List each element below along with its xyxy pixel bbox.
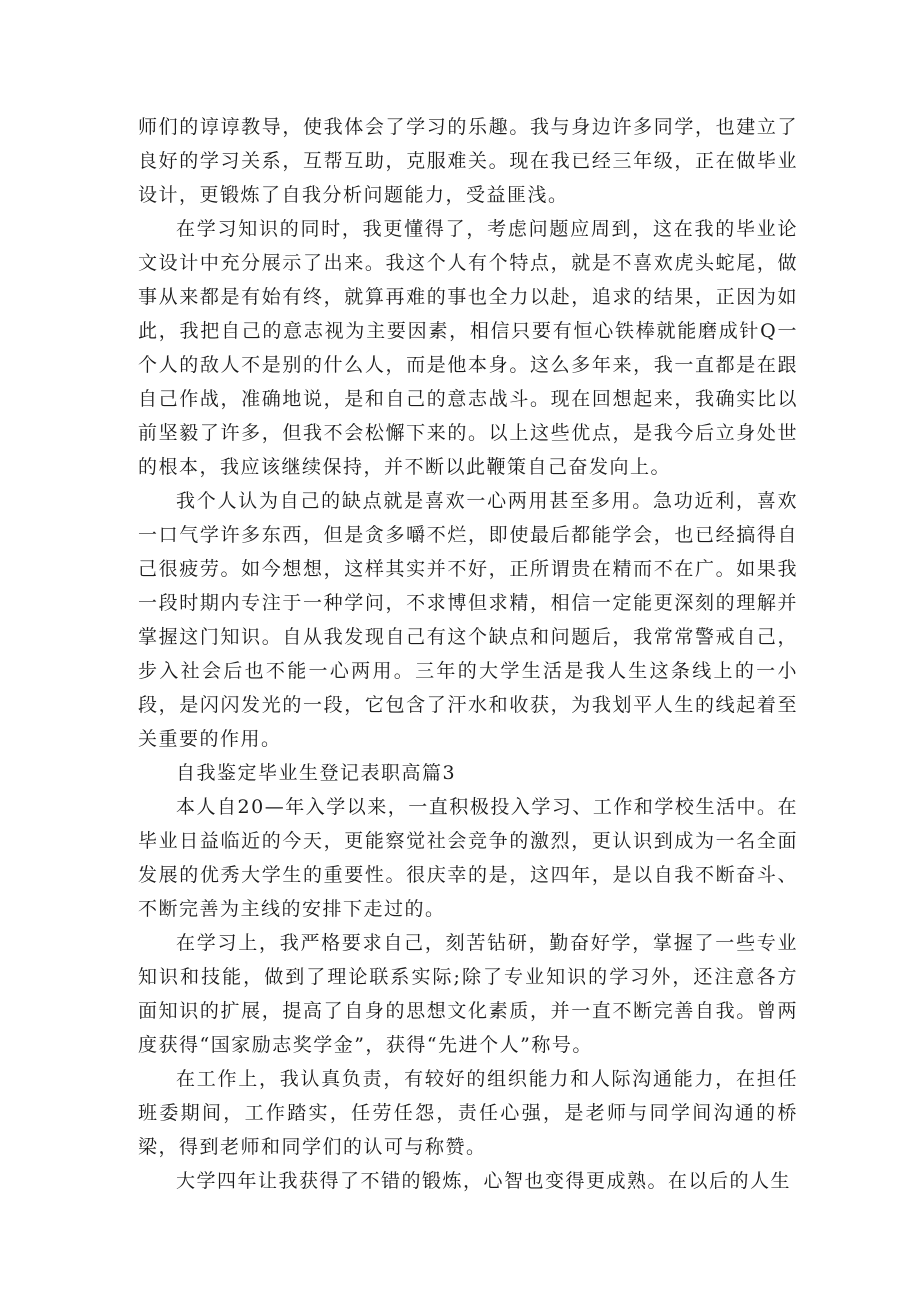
- paragraph-intro: 本人自20—年入学以来，一直积极投入学习、工作和学校生活中。在毕业日益临近的今天，更能察觉社会竞争的激烈，更认识到成为一名全面发展的优秀大学生的重要性。很庆幸的是，这四年，是以自我不断奋斗、不断完善为主线的安排下走过的。: [138, 796, 798, 920]
- paragraph-work: 在工作上，我认真负责，有较好的组织能力和人际沟通能力，在担任班委期间，工作踏实，任劳任怨，责任心强，是老师与同学间沟通的桥梁，得到老师和同学们的认可与称赞。: [138, 1068, 798, 1158]
- section-heading: 自我鉴定毕业生登记表职高篇3: [176, 762, 457, 784]
- paragraph-weaknesses: 我个人认为自己的缺点就是喜欢一心两用甚至多用。急功近利，喜欢一口气学许多东西，但是贪多嚼不烂，即使最后都能学会，也已经搞得自己很疲劳。如今想想，这样其实并不好，正所谓贵在精而不在广。如果我一段时期内专注于一种学问，不求博但求精，相信一定能更深刻的理解并掌握这门知识。自从我发现自己有这个缺点和问题后，我常常警戒自己，步入社会后也不能一心两用。三年的大学生活是我人生这条线上的一小段，是闪闪发光的一段，它包含了汗水和收获，为我划平人生的线起着至关重要的作用。: [138, 490, 798, 750]
- document-body: [138, 110, 798, 1198]
- paragraph-closing: 大学四年让我获得了不错的锻炼，心智也变得更成熟。在以后的人生: [176, 1170, 792, 1192]
- paragraph-strengths: 在学习知识的同时，我更懂得了，考虑问题应周到，这在我的毕业论文设计中充分展示了出来。我这个人有个特点，就是不喜欢虎头蛇尾，做事从来都是有始有终，就算再难的事也全力以赴，追求的结果，正因为如此，我把自己的意志视为主要因素，相信只要有恒心铁棒就能磨成针Q一个人的敌人不是别的什么人，而是他本身。这么多年来，我一直都是在跟自己作战，准确地说，是和自己的意志战斗。现在回想起来，我确实比以前坚毅了许多，但我不会松懈下来的。以上这些优点，是我今后立身处世的根本，我应该继续保持，并不断以此鞭策自己奋发向上。: [138, 218, 798, 478]
- paragraph-study: 在学习上，我严格要求自己，刻苦钻研，勤奋好学，掌握了一些专业知识和技能，做到了理论联系实际;除了专业知识的学习外，还注意各方面知识的扩展，提高了自身的思想文化素质，并一直不断完善自我。曾两度获得“国家励志奖学金”，获得“先进个人”称号。: [138, 932, 798, 1056]
- paragraph-continuation: 师们的谆谆教导，使我体会了学习的乐趣。我与身边许多同学，也建立了良好的学习关系，互帮互助，克服难关。现在我已经三年级，正在做毕业设计，更锻炼了自我分析问题能力，受益匪浅。: [138, 116, 798, 206]
